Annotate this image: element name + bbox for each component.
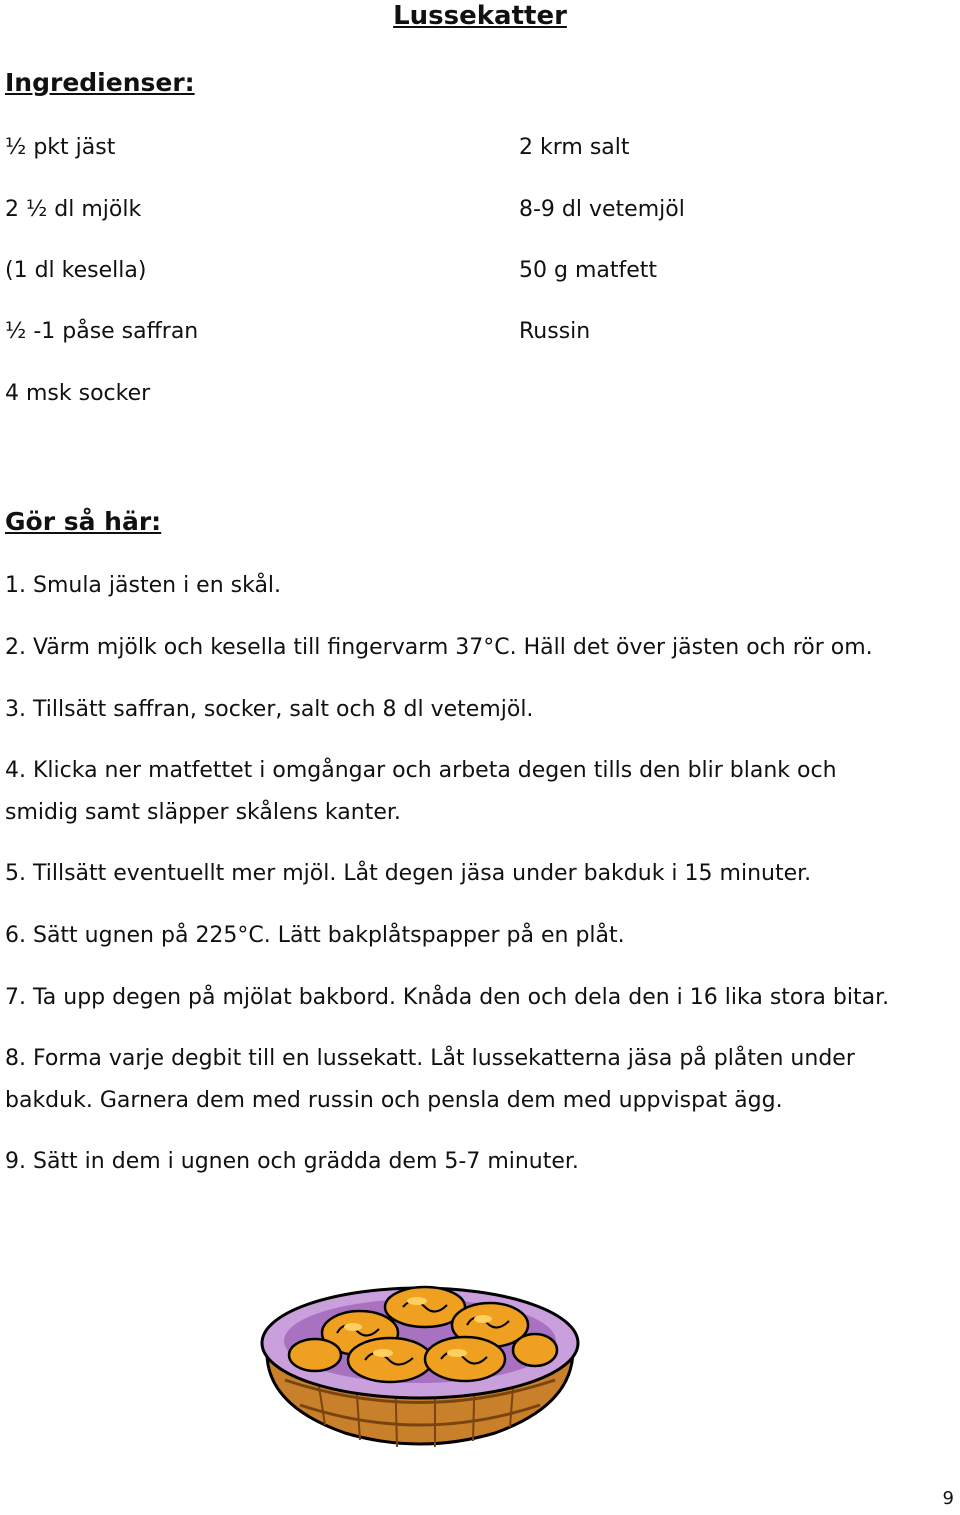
step-7: 7. Ta upp degen på mjölat bakbord. Knåda den och dela den i 16 lika stora bitar. xyxy=(5,985,890,1010)
step-6: 6. Sätt ugnen på 225°C. Lätt bakplåtspapper på en plåt. xyxy=(5,923,625,948)
step-3: 3. Tillsätt saffran, socker, salt och 8 dl vetemjöl. xyxy=(5,697,534,722)
basket-of-saffron-buns-icon xyxy=(255,1255,585,1450)
step-5: 5. Tillsätt eventuellt mer mjöl. Låt degen jäsa under bakduk i 15 minuter. xyxy=(5,861,812,886)
step-4-continued: smidig samt släpper skålens kanter. xyxy=(5,800,401,825)
page-title: Lussekatter xyxy=(393,1,567,31)
ingredient-left-4: ½ -1 påse saffran xyxy=(5,319,199,344)
ingredient-left-3: (1 dl kesella) xyxy=(5,258,147,283)
step-8: 8. Forma varje degbit till en lussekatt. Låt lussekatterna jäsa på plåten under xyxy=(5,1046,855,1071)
ingredient-left-2: 2 ½ dl mjölk xyxy=(5,197,142,222)
ingredient-left-1: ½ pkt jäst xyxy=(5,135,116,160)
ingredient-right-4: Russin xyxy=(519,319,591,344)
method-heading: Gör så här: xyxy=(5,507,162,536)
ingredient-right-3: 50 g matfett xyxy=(519,258,658,283)
page-number: 9 xyxy=(942,1488,954,1509)
step-1: 1. Smula jästen i en skål. xyxy=(5,573,282,598)
ingredient-right-1: 2 krm salt xyxy=(519,135,630,160)
ingredients-heading: Ingredienser: xyxy=(5,68,195,97)
ingredient-right-2: 8-9 dl vetemjöl xyxy=(519,197,685,222)
step-2: 2. Värm mjölk och kesella till fingervarm 37°C. Häll det över jästen och rör om. xyxy=(5,635,873,660)
step-4: 4. Klicka ner matfettet i omgångar och arbeta degen tills den blir blank och xyxy=(5,758,837,783)
ingredient-left-5: 4 msk socker xyxy=(5,381,151,406)
step-9: 9. Sätt in dem i ugnen och grädda dem 5-7 minuter. xyxy=(5,1149,579,1174)
step-8-continued: bakduk. Garnera dem med russin och pensla dem med uppvispat ägg. xyxy=(5,1088,783,1113)
